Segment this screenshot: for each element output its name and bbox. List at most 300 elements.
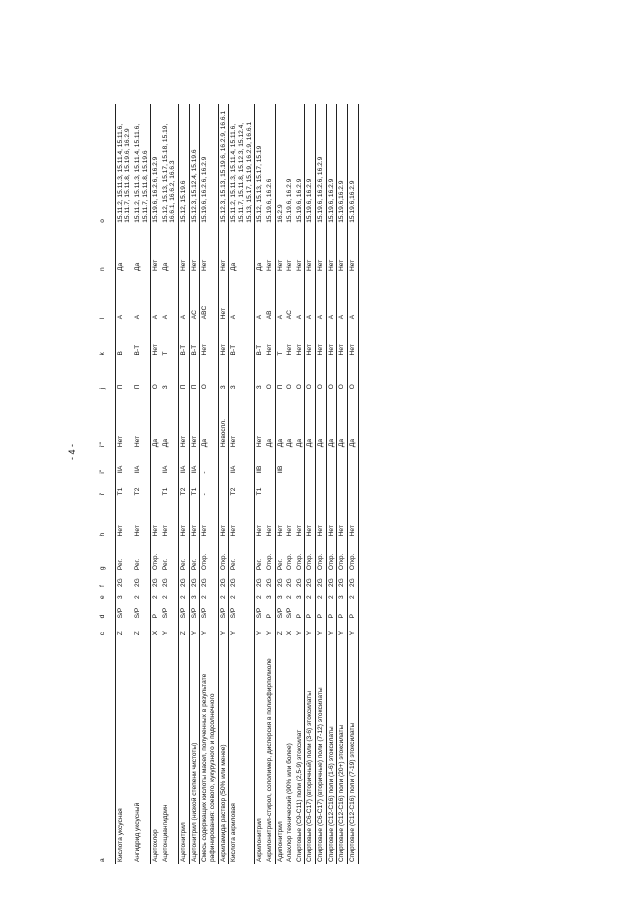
cell-i2 (151, 449, 161, 476)
table-row (133, 104, 151, 864)
cell-j: П (133, 357, 151, 391)
cell-g: Рег. (133, 538, 151, 572)
cell-l: A (161, 273, 179, 321)
cell-j: П (116, 384, 124, 390)
header-k: k (97, 321, 115, 357)
cell-i2 (295, 449, 305, 476)
cell-i3: Да (265, 391, 275, 449)
cell-i3: Да (276, 438, 284, 448)
cell-c: Y (348, 620, 359, 637)
header-a: a (97, 637, 115, 864)
cell-c: Y (161, 620, 179, 637)
cell-f: 2G (116, 578, 124, 587)
cell-c: X (152, 630, 160, 636)
cell-j: З (229, 357, 255, 391)
cell-i3: Нет (133, 391, 151, 449)
cell-k: Нет (305, 321, 316, 357)
cell-i1: T1 (161, 476, 179, 498)
cell-c: Z (116, 631, 124, 636)
cell-n: Нет (218, 225, 229, 273)
cell-k: Нет (200, 321, 218, 357)
table-row (348, 104, 359, 864)
cell-l: AB (265, 273, 275, 321)
cell-i1: T1 (116, 487, 124, 496)
cell-o: 15.12, 15.19.6 (179, 104, 190, 225)
cell-j: О (265, 357, 275, 391)
cell-f: 2G (229, 572, 255, 589)
cell-l: A (305, 273, 316, 321)
cell-h: Нет (337, 497, 348, 538)
cell-i2: IIB (256, 465, 264, 474)
cell-k: B-T (179, 321, 190, 357)
cell-c: Y (265, 620, 275, 637)
cell-n: Нет (286, 259, 294, 271)
cell-k: Нет (295, 321, 305, 357)
cell-d: S/P (179, 601, 190, 620)
cell-f: 2G (286, 578, 294, 587)
cell-g: Откр. (316, 538, 327, 572)
cell-a: Алахлор технический (90% или более) (286, 743, 294, 862)
cell-i1 (151, 476, 161, 498)
cell-d: S/P (229, 601, 255, 620)
cell-a: Смесь содержащих кислоты масел, полученных в результате рафинирования: соевого, кукурузного и подсолнечного (200, 637, 218, 864)
cell-f: 2G (348, 572, 359, 589)
rotated-table-container (97, 104, 537, 864)
cell-g: Рег. (116, 558, 124, 571)
cell-a: Спиртовые (C9-C11) поли (2,5-9) этоксилат (295, 637, 305, 864)
cell-d: S/P (276, 607, 284, 619)
cell-d: S/P (116, 607, 124, 619)
cell-n: Нет (295, 225, 305, 273)
cell-j: О (152, 384, 160, 390)
cell-n: Нет (189, 225, 200, 273)
table-row (316, 104, 327, 864)
cell-i1 (265, 476, 275, 498)
cell-o: 15.19.6, 16.2.6, 16.2.9 (316, 104, 327, 225)
cell-e: 2 (286, 595, 294, 600)
cell-i3: Нет (116, 435, 124, 448)
cell-e: 2 (218, 589, 229, 601)
cell-o: 15.19.6, 16.2.6, 16.2.9 (200, 104, 218, 225)
cell-i1 (285, 476, 295, 498)
cell-k: B-T (189, 321, 200, 357)
cell-c: Z (276, 631, 284, 636)
cell-i2: IIA (161, 449, 179, 476)
cell-g: Откр. (326, 538, 337, 572)
header-d: d (97, 601, 115, 620)
cell-h: Нет (256, 525, 264, 537)
cell-c: Y (326, 620, 337, 637)
cell-l: AC (286, 310, 294, 320)
cell-e: 2 (152, 595, 160, 600)
cell-l: A (276, 314, 284, 320)
cell-j: П (179, 357, 190, 391)
cell-i3: Нет (229, 391, 255, 449)
cell-e: 2 (229, 589, 255, 601)
cell-k: Нет (152, 344, 160, 356)
cell-n: Нет (265, 225, 275, 273)
cell-e: 2 (316, 589, 327, 601)
cell-o: 15.11.2, 15.11.3, 15.11.4, 15.11.6, 15.11.7, 15.11.8, 15.19.6, 16.2.9 (116, 123, 132, 223)
cell-k: Нет (316, 321, 327, 357)
cell-d: S/P (133, 601, 151, 620)
cell-f: 2G (161, 572, 179, 589)
cell-a: Ангидрид уксусный (133, 637, 151, 864)
cell-h: Нет (161, 497, 179, 538)
cell-k: Нет (337, 321, 348, 357)
cell-k: B-T (133, 321, 151, 357)
cell-h: Нет (265, 497, 275, 538)
cell-c: Y (295, 620, 305, 637)
cell-a: Спиртовые (C12-C16) поли (20+) этоксилаты (337, 637, 348, 864)
header-n: n (97, 225, 115, 273)
cell-g: Рег. (229, 538, 255, 572)
cell-d: S/P (161, 601, 179, 620)
cell-e: 3 (337, 589, 348, 601)
header-h: h (97, 497, 115, 538)
cell-g: Откр. (265, 538, 275, 572)
cell-f: 2G (276, 578, 284, 587)
cell-i3: Невоспл. (218, 391, 229, 449)
cell-k: B-T (229, 321, 255, 357)
cell-h: Нет (229, 497, 255, 538)
cell-n: Нет (200, 225, 218, 273)
cell-l: A (256, 314, 264, 320)
header-i1: i' (97, 476, 115, 498)
cell-d: S/P (286, 607, 294, 619)
cell-j: О (305, 357, 316, 391)
cell-o: 15.11.2, 15.11.3, 15.11.4, 15.11.6, 15.11.7, 15.11.8, 15.19.6 (133, 104, 151, 225)
cell-l: A (116, 314, 124, 320)
cell-n: Да (133, 225, 151, 273)
cell-i3: Да (295, 391, 305, 449)
cell-n: Нет (305, 225, 316, 273)
cell-l: A (152, 314, 160, 320)
cell-g: Откр. (200, 538, 218, 572)
cell-c: Y (229, 620, 255, 637)
cell-c: Z (133, 620, 151, 637)
cell-i2: - (200, 449, 218, 476)
cell-i2 (218, 449, 229, 476)
cell-o: 16.2.9 (276, 204, 284, 223)
cell-k: T (161, 321, 179, 357)
cell-n: Нет (337, 225, 348, 273)
cell-i2 (316, 449, 327, 476)
cell-k: B-T (256, 344, 264, 356)
cell-k: Нет (286, 344, 294, 356)
table-row (115, 104, 133, 864)
cell-h: Нет (152, 525, 160, 537)
chemicals-table (97, 104, 359, 864)
cell-a: Акриламида раствор (50% или менее) (218, 637, 229, 864)
cell-o: 15.19.6, 16.2.9 (305, 104, 316, 225)
cell-i3: Нет (189, 391, 200, 449)
cell-c: Z (179, 620, 190, 637)
table-row (161, 104, 179, 864)
cell-e: 3 (265, 589, 275, 601)
cell-a: Ацетохлор (152, 829, 160, 862)
cell-k: Нет (265, 321, 275, 357)
cell-e: 3 (116, 595, 124, 600)
cell-c: Y (189, 620, 200, 637)
table-row (326, 104, 337, 864)
cell-h: Нет (316, 497, 327, 538)
cell-i3: Да (337, 391, 348, 449)
cell-o: 15.19.6, 16.2.6, 16.2.9 (152, 156, 160, 223)
cell-j: О (200, 357, 218, 391)
cell-j: О (295, 357, 305, 391)
table-row (179, 104, 190, 864)
cell-g: Рег. (161, 538, 179, 572)
cell-i1 (218, 476, 229, 498)
table-header-row (97, 104, 115, 864)
cell-j: О (337, 357, 348, 391)
cell-o: 15.19.6, 16.2.6 (265, 104, 275, 225)
cell-d: P (348, 601, 359, 620)
cell-l: A (229, 273, 255, 321)
cell-j: О (316, 357, 327, 391)
cell-e: 2 (179, 589, 190, 601)
cell-i1: T1 (256, 487, 264, 496)
cell-f: 2G (337, 572, 348, 589)
cell-a: Ацетонитрил (низкой степени чистоты) (189, 637, 200, 864)
cell-l: Нет (218, 273, 229, 321)
cell-a: Кислота акриловая (229, 637, 255, 864)
cell-h: Нет (326, 497, 337, 538)
table-row (295, 104, 305, 864)
cell-i2: IIA (133, 449, 151, 476)
cell-i1 (348, 476, 359, 498)
cell-i3: Да (348, 391, 359, 449)
cell-h: Нет (116, 525, 124, 537)
cell-i1 (337, 476, 348, 498)
cell-c: Y (200, 620, 218, 637)
cell-n: Нет (348, 225, 359, 273)
cell-a: Спиртовые (C6-C17) (вторичный) поли (3-6) этоксилаты (305, 637, 316, 864)
cell-j: О (326, 357, 337, 391)
cell-h: Нет (295, 497, 305, 538)
cell-o: 15.12.3, 15.13, 15.19.6, 16.2.9, 16.6.1 (218, 104, 229, 225)
cell-f: 2G (295, 572, 305, 589)
cell-j: П (189, 357, 200, 391)
cell-n: Нет (326, 225, 337, 273)
cell-j: П (276, 384, 284, 390)
cell-i2 (285, 449, 295, 476)
cell-i2 (337, 449, 348, 476)
cell-i3: Да (200, 391, 218, 449)
header-l: l (97, 273, 115, 321)
cell-n: Нет (316, 225, 327, 273)
table-row (265, 104, 275, 864)
cell-i3: Да (326, 391, 337, 449)
cell-f: 2G (179, 572, 190, 589)
cell-i1 (316, 476, 327, 498)
cell-i1: T1 (189, 476, 200, 498)
cell-n: Нет (179, 225, 190, 273)
cell-n: Да (161, 225, 179, 273)
cell-i3: Да (152, 438, 160, 448)
cell-h: Нет (286, 525, 294, 537)
cell-f: 2G (256, 578, 264, 587)
header-j: j (97, 357, 115, 391)
cell-e: 2 (305, 589, 316, 601)
header-c: c (97, 620, 115, 637)
cell-h: Нет (179, 497, 190, 538)
cell-d: P (295, 601, 305, 620)
cell-e: 2 (133, 589, 151, 601)
cell-j: О (348, 357, 359, 391)
cell-a: Ацетонциангидрин (161, 637, 179, 864)
header-g: g (97, 538, 115, 572)
cell-i2: IIA (189, 449, 200, 476)
cell-i2: IIA (229, 449, 255, 476)
cell-k: T (276, 351, 284, 356)
cell-d: P (326, 601, 337, 620)
cell-g: Рег. (189, 538, 200, 572)
cell-e: 2 (256, 595, 264, 600)
cell-i2 (348, 449, 359, 476)
cell-h: Нет (133, 497, 151, 538)
cell-e: 2 (200, 589, 218, 601)
cell-i2: IIB (276, 465, 284, 474)
cell-c: Y (256, 630, 264, 636)
cell-i2 (265, 449, 275, 476)
cell-f: 2G (189, 572, 200, 589)
cell-d: S/P (200, 601, 218, 620)
cell-i3: Нет (179, 391, 190, 449)
cell-o: 15.12, 15.13, 15.17, 15.18, 15.19, 16.6.1, 16.6.2, 16.6.3 (161, 104, 179, 225)
cell-i2: IIA (179, 449, 190, 476)
cell-h: Нет (276, 525, 284, 537)
table-row (275, 104, 285, 864)
header-f: f (97, 572, 115, 589)
cell-j: О (286, 384, 294, 390)
table-row (200, 104, 218, 864)
cell-i3: Нет (256, 435, 264, 448)
cell-f: 2G (200, 572, 218, 589)
table-row (151, 104, 161, 864)
cell-g: Рег. (179, 538, 190, 572)
cell-d: P (337, 601, 348, 620)
cell-j: З (256, 385, 264, 390)
cell-o: 15.19.6, 16.2.9 (286, 178, 294, 223)
table-row (189, 104, 200, 864)
cell-e: 2 (326, 589, 337, 601)
cell-c: Y (316, 620, 327, 637)
cell-n: Нет (152, 259, 160, 271)
cell-j: З (161, 357, 179, 391)
cell-e: 3 (295, 589, 305, 601)
cell-n: Нет (276, 259, 284, 271)
header-i2: i'' (97, 449, 115, 476)
cell-g: Откр. (348, 538, 359, 572)
cell-d: P (316, 601, 327, 620)
table-row (285, 104, 295, 864)
table-row (229, 104, 255, 864)
cell-i2: IIA (116, 465, 124, 474)
cell-g: Откр. (337, 538, 348, 572)
cell-c: Y (305, 620, 316, 637)
cell-i1 (295, 476, 305, 498)
cell-l: A (337, 273, 348, 321)
header-e: e (97, 589, 115, 601)
cell-f: 2G (326, 572, 337, 589)
cell-a: Акрилонитрил-стирол, сополимер, дисперсия в полиэфирполиоле (265, 637, 275, 864)
cell-g: Откр. (295, 538, 305, 572)
table-row (218, 104, 229, 864)
cell-h: Нет (348, 497, 359, 538)
cell-j: З (218, 357, 229, 391)
cell-f: 2G (265, 572, 275, 589)
cell-a: Адипонитрил (276, 821, 284, 862)
cell-i2 (305, 449, 316, 476)
table-row (337, 104, 348, 864)
cell-f: 2G (218, 572, 229, 589)
cell-i1 (305, 476, 316, 498)
cell-h: Нет (218, 497, 229, 538)
cell-a: Акрилонитрил (256, 818, 264, 862)
table-row (305, 104, 316, 864)
cell-c: Y (218, 620, 229, 637)
cell-l: ABC (200, 273, 218, 321)
cell-l: A (179, 273, 190, 321)
cell-a: Ацетонитрил (179, 637, 190, 864)
cell-i1: T2 (133, 476, 151, 498)
cell-n: Да (229, 225, 255, 273)
cell-d: S/P (218, 601, 229, 620)
cell-d: P (152, 613, 160, 619)
cell-k: Нет (348, 321, 359, 357)
cell-n: Да (256, 262, 264, 271)
cell-i1 (326, 476, 337, 498)
cell-k: Нет (326, 321, 337, 357)
cell-o: 15.11.2, 15.11.3, 15.11.4, 15.11.6, 15.11.7, 15.11.8, 15.12.3, 15.12.4, 15.13, 15.17, 15.19, 16.2.9, 16.6.1 (229, 104, 255, 225)
cell-d: P (265, 601, 275, 620)
cell-c: X (286, 630, 294, 636)
cell-l: A (326, 273, 337, 321)
cell-i1: - (200, 476, 218, 498)
cell-k: Нет (218, 321, 229, 357)
cell-l: A (133, 273, 151, 321)
cell-f: 2G (305, 572, 316, 589)
cell-d: P (305, 601, 316, 620)
header-o: o (97, 104, 115, 225)
cell-e: 2 (348, 589, 359, 601)
cell-d: S/P (189, 601, 200, 620)
cell-i1: T2 (179, 476, 190, 498)
cell-a: Спиртовые (C12-C16) поли (7-19) этоксилаты (348, 637, 359, 864)
table-body (115, 104, 358, 864)
cell-h: Нет (189, 497, 200, 538)
page-number: - 4 - (67, 443, 77, 460)
cell-g: Откр. (305, 538, 316, 572)
header-i3: i''' (97, 391, 115, 449)
cell-n: Да (116, 262, 124, 271)
cell-i3: Да (305, 391, 316, 449)
cell-c: Y (337, 620, 348, 637)
cell-o: 15.12, 15.13, 15.17, 15.19 (256, 145, 264, 223)
cell-e: 3 (276, 595, 284, 600)
cell-g: Откр. (218, 538, 229, 572)
cell-e: 2 (161, 589, 179, 601)
cell-f: 2G (133, 572, 151, 589)
table-row (255, 104, 265, 864)
cell-e: 3 (189, 589, 200, 601)
cell-o: 15.19.6,16.2.9 (348, 104, 359, 225)
cell-o: 15.19.6,16.2.9 (337, 104, 348, 225)
cell-g: Рег. (276, 558, 284, 571)
cell-h: Нет (200, 497, 218, 538)
